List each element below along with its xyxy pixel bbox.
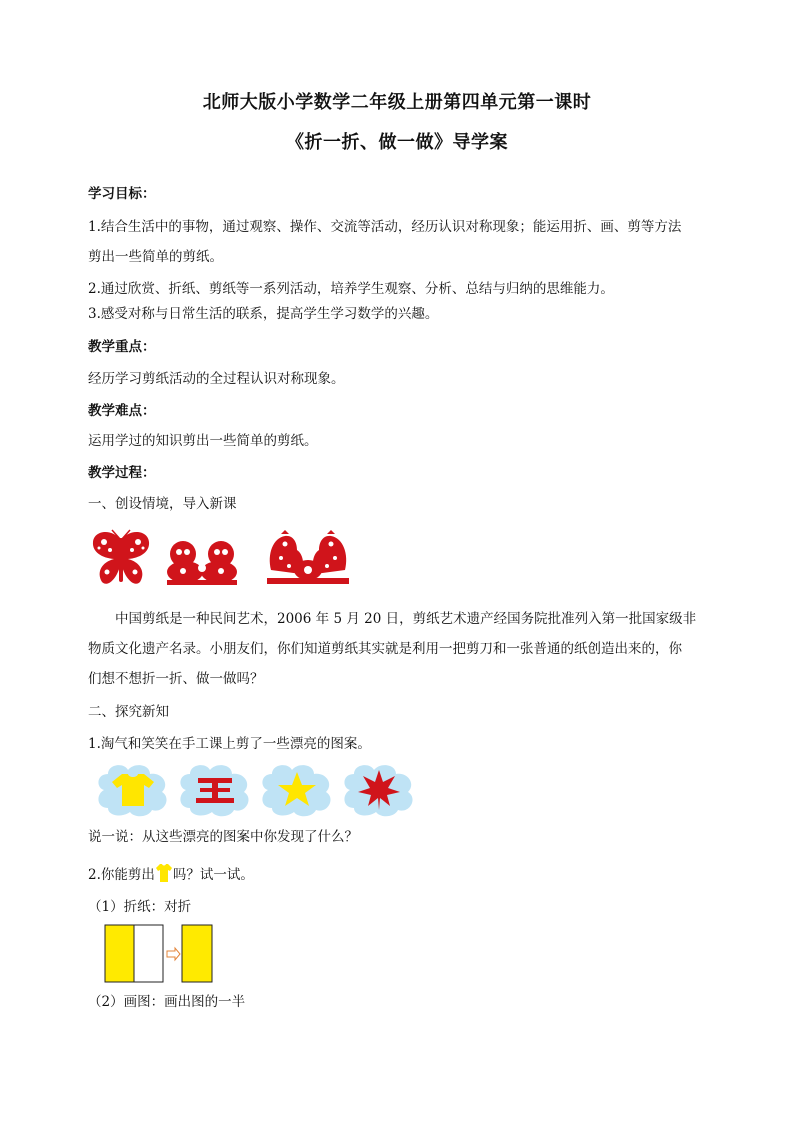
goal-1-line-2: 剪出一些简单的剪纸。	[88, 249, 223, 265]
item-2-text-end: 吗？试一试。	[172, 867, 254, 883]
section-1-heading: 一、创设情境，导入新课	[88, 496, 237, 512]
goal-3: 3.感受对称与日常生活的联系，提高学生学习数学的兴趣。	[88, 306, 439, 322]
difficulty-heading: 教学难点：	[88, 403, 156, 419]
paragraph-line-1: 中国剪纸是一种民间艺术，2006 年 5 月 20 日，剪纸艺术遗产经国务院批准列入第一批国家级非	[115, 611, 697, 627]
document-subtitle: 《折一折、做一做》导学案	[286, 132, 508, 153]
paragraph-line-2: 物质文化遗产名录。小朋友们，你们知道剪纸其实就是利用一把剪刀和一张普通的纸创造出来的，你	[88, 641, 682, 657]
lions-papercut-image	[163, 538, 241, 586]
step-1: （1）折纸：对折	[88, 899, 192, 915]
goals-heading: 学习目标：	[88, 186, 156, 202]
cutout-patterns-row	[90, 760, 420, 820]
wang-character-cutout-image	[176, 760, 254, 818]
roosters-papercut-image	[263, 530, 353, 588]
butterfly-papercut-image	[90, 528, 152, 590]
section-2-heading: 二、探究新知	[88, 704, 169, 720]
process-heading: 教学过程：	[88, 465, 156, 481]
paragraph-line-3: 们想不想折一折、做一做吗？	[88, 671, 264, 687]
goal-2: 2.通过欣赏、折纸、剪纸等一系列活动，培养学生观察、分析、总结与归纳的思维能力。	[88, 281, 614, 297]
goal-1-line-1: 1.结合生活中的事物，通过观察、操作、交流等活动，经历认识对称现象；能运用折、画、剪等方法	[88, 219, 682, 235]
key-heading: 教学重点：	[88, 339, 156, 355]
step-2: （2）画图：画出图的一半	[88, 994, 246, 1010]
key-text: 经历学习剪纸活动的全过程认识对称现象。	[88, 371, 345, 387]
leaf-cutout-image	[340, 760, 418, 818]
folding-paper-diagram	[104, 924, 214, 984]
item-2	[88, 863, 708, 884]
say-prompt: 说一说：从这些漂亮的图案中你发现了什么？	[88, 829, 358, 845]
document-title: 北师大版小学数学二年级上册第四单元第一课时	[202, 92, 592, 113]
shirt-cutout-image	[94, 760, 172, 818]
star-cutout-image	[258, 760, 336, 818]
shirt-inline-icon	[155, 863, 173, 883]
item-1: 1.淘气和笑笑在手工课上剪了一些漂亮的图案。	[88, 736, 371, 752]
difficulty-text: 运用学过的知识剪出一些简单的剪纸。	[88, 433, 318, 449]
item-2-text-start: 2.你能剪出	[88, 867, 155, 883]
